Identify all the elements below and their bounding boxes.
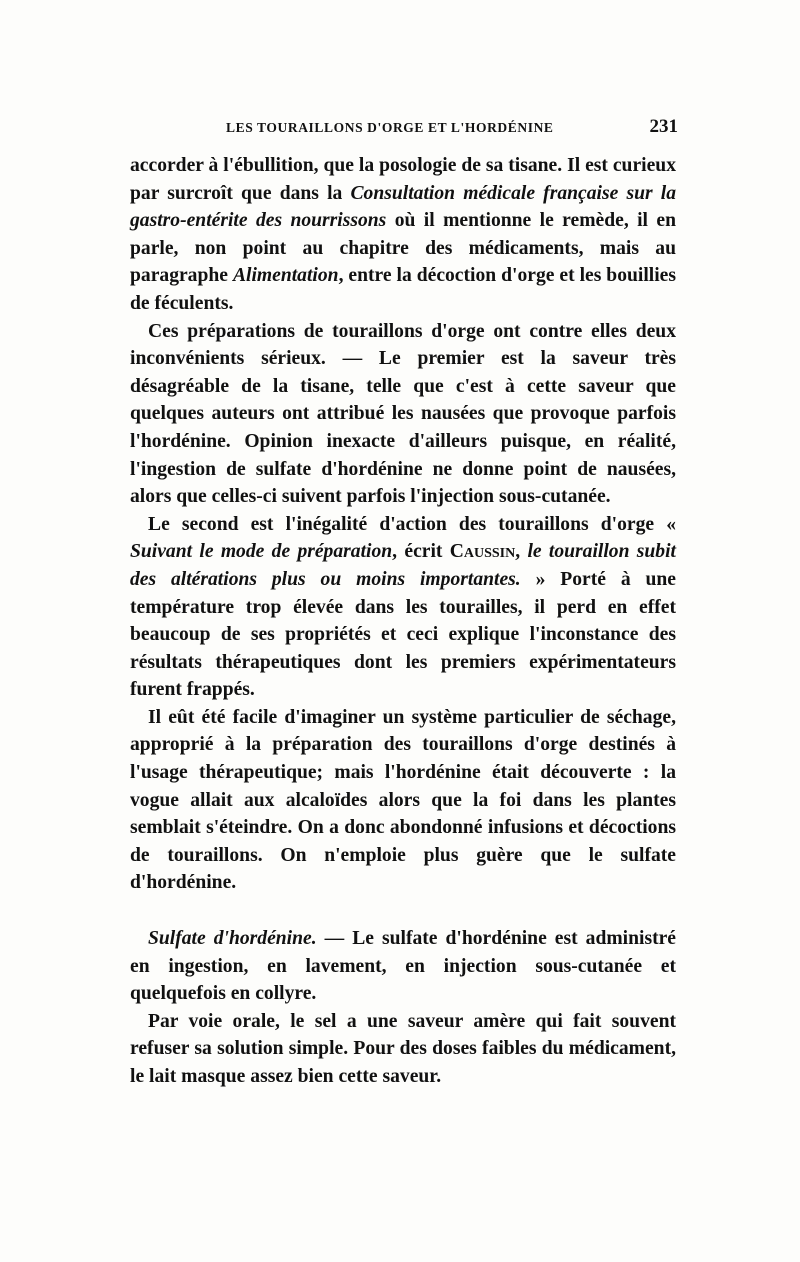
text-run: où il mentionne le remède, il en parle, non point au chapitre des médicaments, mais au paragraphe <box>130 210 676 287</box>
paragraph-2 <box>130 318 676 511</box>
section-heading-sulfate: Sulfate d'hordénine. <box>148 928 317 950</box>
italic-alimentation: Alimentation <box>232 265 339 287</box>
body-text <box>130 152 676 1091</box>
text-run: — Le sulfate d'hordénine est administré en ingestion, en lavement, en injection sous-cutanée et quelquefois en collyre. <box>130 928 676 1005</box>
text-run: , <box>515 541 528 563</box>
text-run: , entre la décoction d'orge et les bouillies de féculents. <box>130 265 676 314</box>
paragraph-4 <box>130 704 676 897</box>
paragraph-5 <box>130 925 676 1008</box>
italic-quote-start: Suivant le mode de préparation <box>130 541 393 563</box>
running-head <box>130 116 678 142</box>
page-number: 231 <box>649 116 678 137</box>
italic-quote-end: le touraillon subit des altérations plus ou moins importantes. <box>130 541 676 590</box>
text-run: Le second est l'inégalité d'action des touraillons d'orge « <box>148 513 676 535</box>
text-run: » Porté à une température trop élevée dans les tourailles, il perd en effet beaucoup de ses propriétés et ceci explique l'inconstance des résultats thérapeutiques dont les premiers expérimentateurs furent frappés. <box>130 568 676 701</box>
paragraph-3 <box>130 511 676 704</box>
running-title: LES TOURAILLONS D'ORGE ET L'HORDÉNINE <box>226 120 554 135</box>
italic-title-consultation: Consultation médicale française sur la gastro-entérite des nourrissons <box>130 182 676 232</box>
text-run: Il eût été facile d'imaginer un système particulier de séchage, approprié à la préparation des touraillons d'orge destinés à l'usage thérapeutique; mais l'hordénine était découverte : la vogue allait aux alcaloïdes alors que la foi dans les plantes semblait s'éteindre. On a donc abondonné infusions et décoctions de touraillons. On n'emploie plus guère que le sulfate d'hordénine. <box>130 706 676 894</box>
text-run: Ces préparations de touraillons d'orge ont contre elles deux inconvénients sérieux. — Le premier est la saveur très désagréable de la tisane, telle que c'est à cette saveur que quelques auteurs ont attribué les nausées que provoque parfois l'hordénine. Opinion inexacte d'ailleurs puisque, en réalité, l'ingestion de sulfate d'hordénine ne donne point de nausées, alors que celles-ci suivent parfois l'injection sous-cutanée. <box>130 320 676 508</box>
text-run: Par voie orale, le sel a une saveur amère qui fait souvent refuser sa solution simple. Pour des doses faibles du médicament, le lait masque assez bien cette saveur. <box>130 1010 676 1087</box>
text-run: accorder à l'ébullition, que la posologie de sa tisane. Il est curieux par surcroît que dans la <box>130 155 676 204</box>
author-name-caussin: Caussin <box>449 541 516 563</box>
text-run: , écrit <box>392 541 450 563</box>
paragraph-6 <box>130 1008 676 1091</box>
paragraph-1 <box>130 152 676 318</box>
